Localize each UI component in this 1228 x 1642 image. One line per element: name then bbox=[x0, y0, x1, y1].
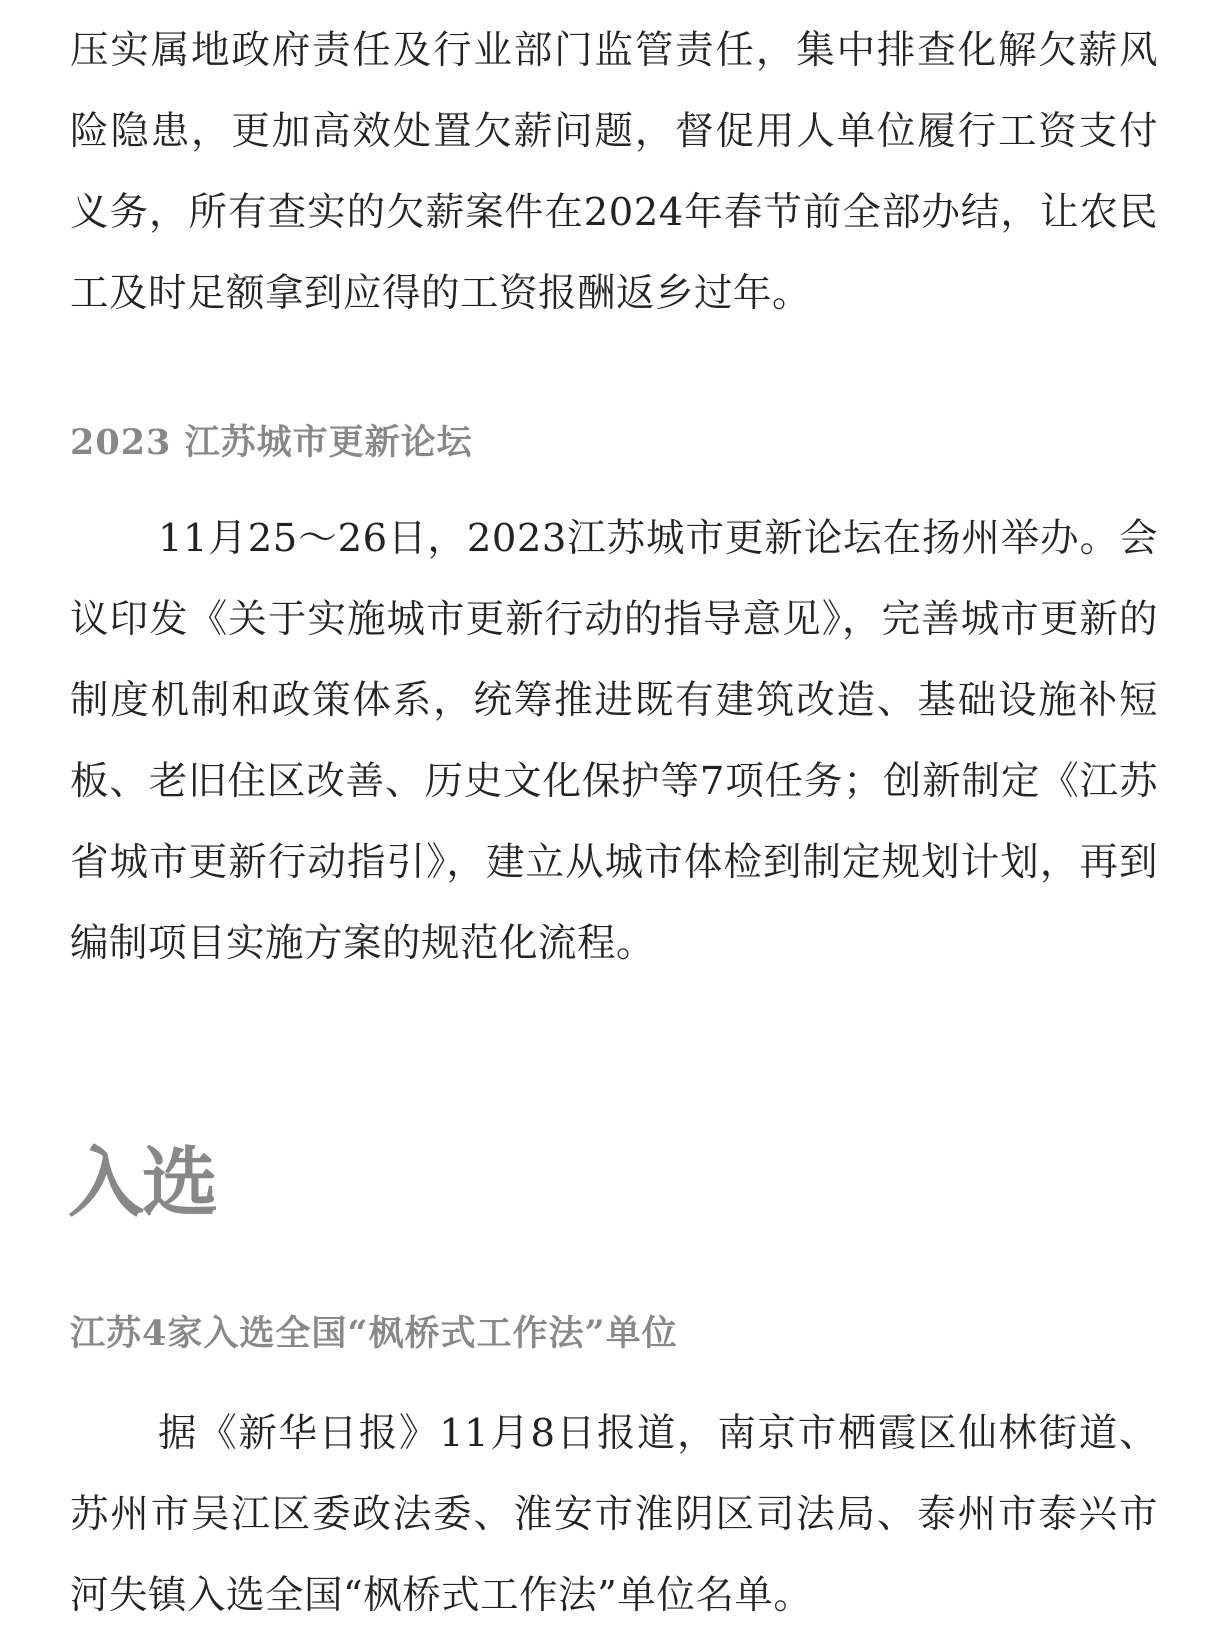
paragraph-wage-arrears: 压实属地政府责任及行业部门监管责任，集中排查化解欠薪风险隐患，更加高效处置欠薪问题，督促用人单位履行工资支付义务，所有查实的欠薪案件在2024年春节前全部办结，让农民工及时足额拿到应得的工资报酬返乡过年。 bbox=[70, 28, 1158, 316]
paragraph-fengqiao-units: 据《新华日报》11月8日报道，南京市栖霞区仙林街道、苏州市吴江区委政法委、淮安市淮阴区司法局、泰州市泰兴市河失镇入选全国“枫桥式工作法”单位名单。 bbox=[70, 1411, 1158, 1618]
subheading-fengqiao-units: 江苏4家入选全国“枫桥式工作法”单位 bbox=[70, 1313, 678, 1354]
section-title-selected: 入选 bbox=[68, 1138, 216, 1227]
paragraph-urban-renewal-forum: 11月25～26日，2023江苏城市更新论坛在扬州举办。会议印发《关于实施城市更新行动的指导意见》，完善城市更新的制度机制和政策体系，统筹推进既有建筑改造、基础设施补短板、老旧住区改善、历史文化保护等7项任务；创新制定《江苏省城市更新行动指引》，建立从城市体检到制定规划计划，再到编制项目实施方案的规范化流程。 bbox=[70, 516, 1158, 966]
subheading-urban-renewal-forum: 2023 江苏城市更新论坛 bbox=[70, 422, 473, 463]
